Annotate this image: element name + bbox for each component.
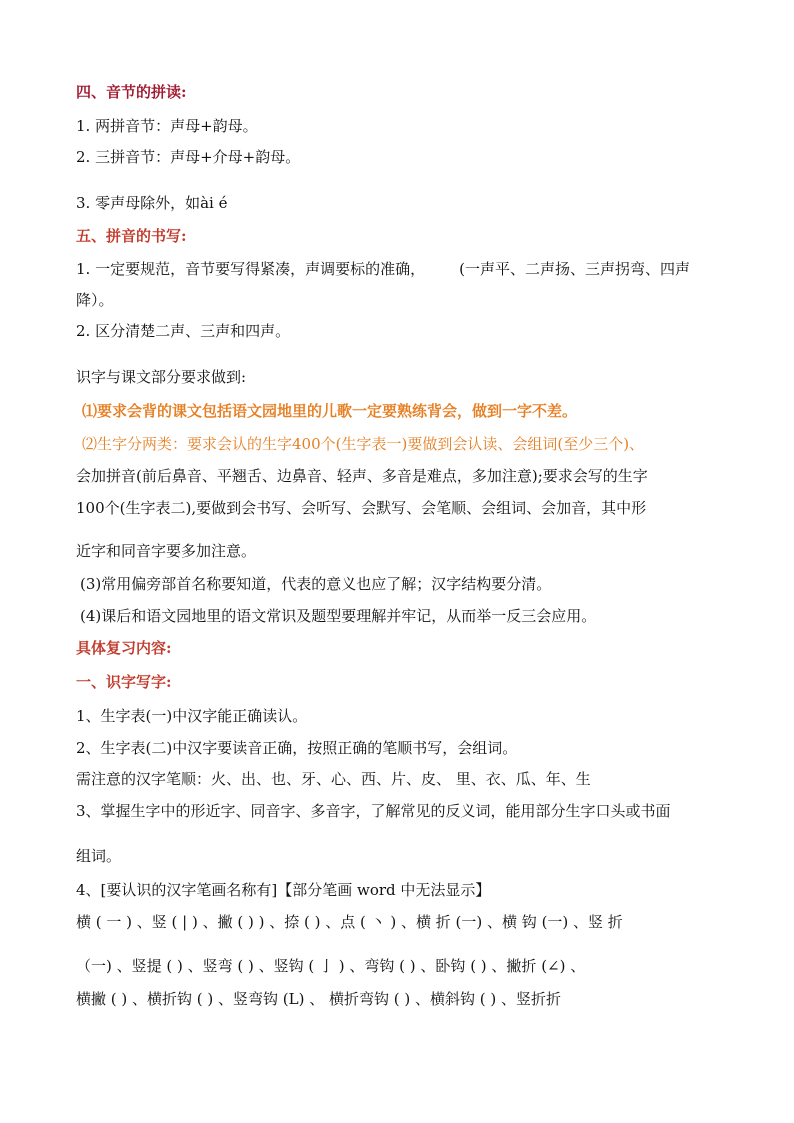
sec5-item-1-part-a: 1. 一定要规范，音节要写得紧凑，声调要标的准确， <box>76 260 426 278</box>
sec5-item-1-line-1 <box>76 259 690 279</box>
requirement-4: (4)课后和语文园地里的语文常识及题型要理解并牢记，从而举一反三会应用。 <box>80 607 597 625</box>
sec5-item-1-part-b: (一声平、二声扬、三声拐弯、四声 <box>459 260 690 278</box>
literacy-subheading: 一、识字写字: <box>76 673 172 691</box>
requirement-2-line-2: 会加拼音(前后鼻音、平翘舌、边鼻音、轻声、多音是难点，多加注意);要求会写的生字 <box>76 467 648 485</box>
stroke-names-line-2: （一) 、竖提 ( ) 、竖弯 ( ) 、竖钩 ( 亅 ) 、弯钩 ( ) 、卧钩 ( ) 、撇折 (∠) 、 <box>76 957 586 975</box>
stroke-order-chars: 需注意的汉字笔顺：火、出、也、牙、心、西、片、皮、 里、衣、瓜、年、生 <box>76 770 591 788</box>
requirement-2-line-1: ⑵生字分两类：要求会认的生字400个(生字表一)要做到会认读、会组词(至少三个)、 <box>82 435 645 453</box>
sec5-item-2: 2. 区分清楚二声、三声和四声。 <box>76 322 291 340</box>
requirement-1: ⑴要求会背的课文包括语文园地里的儿歌一定要熟练背会，做到一字不差。 <box>82 402 578 420</box>
sec4-item-2: 2. 三拼音节：声母+介母+韵母。 <box>76 148 301 166</box>
literacy-item-2: 2、生字表(二)中汉字要读音正确，按照正确的笔顺书写，会组词。 <box>76 739 518 757</box>
literacy-item-1: 1、生字表(一)中汉字能正确读认。 <box>76 707 308 725</box>
requirement-2-line-3: 100个(生字表二),要做到会书写、会听写、会默写、会笔顺、会组词、会加音，其中形 <box>76 499 647 517</box>
sec5-item-1-line-2: 降）。 <box>76 291 114 309</box>
requirement-2-line-4: 近字和同音字要多加注意。 <box>76 542 257 560</box>
requirements-intro: 识字与课文部分要求做到: <box>76 368 247 386</box>
literacy-item-4: 4、[要认识的汉字笔画名称有]【部分笔画 word 中无法显示】 <box>76 881 491 899</box>
sec4-item-3: 3. 零声母除外，如ài é <box>76 194 228 212</box>
section-4-heading: 四、音节的拼读: <box>76 83 187 101</box>
review-content-heading: 具体复习内容: <box>76 639 172 657</box>
section-5-heading: 五、拼音的书写: <box>76 227 187 245</box>
literacy-item-3-line-1: 3、掌握生字中的形近字、同音字、多音字，了解常见的反义词，能用部分生字口头或书面 <box>76 802 671 820</box>
stroke-names-line-3: 横撇 ( ) 、横折钩 ( ) 、竖弯钩 (L) 、 横折弯钩 ( ) 、横斜钩 ( ) 、竖折折 <box>76 990 562 1008</box>
requirement-3: (3)常用偏旁部首名称要知道，代表的意义也应了解；汉字结构要分清。 <box>80 575 552 593</box>
stroke-names-line-1: 横 ( 一 ) 、竖 ( | ) 、撇 ( ) ) 、捺 ( ) 、点 ( 丶 ) 、横 折 (一) 、横 钩 (一) 、竖 折 <box>76 913 623 931</box>
sec4-item-1: 1. 两拼音节：声母+韵母。 <box>76 117 258 135</box>
literacy-item-3-line-2: 组词。 <box>76 847 122 865</box>
